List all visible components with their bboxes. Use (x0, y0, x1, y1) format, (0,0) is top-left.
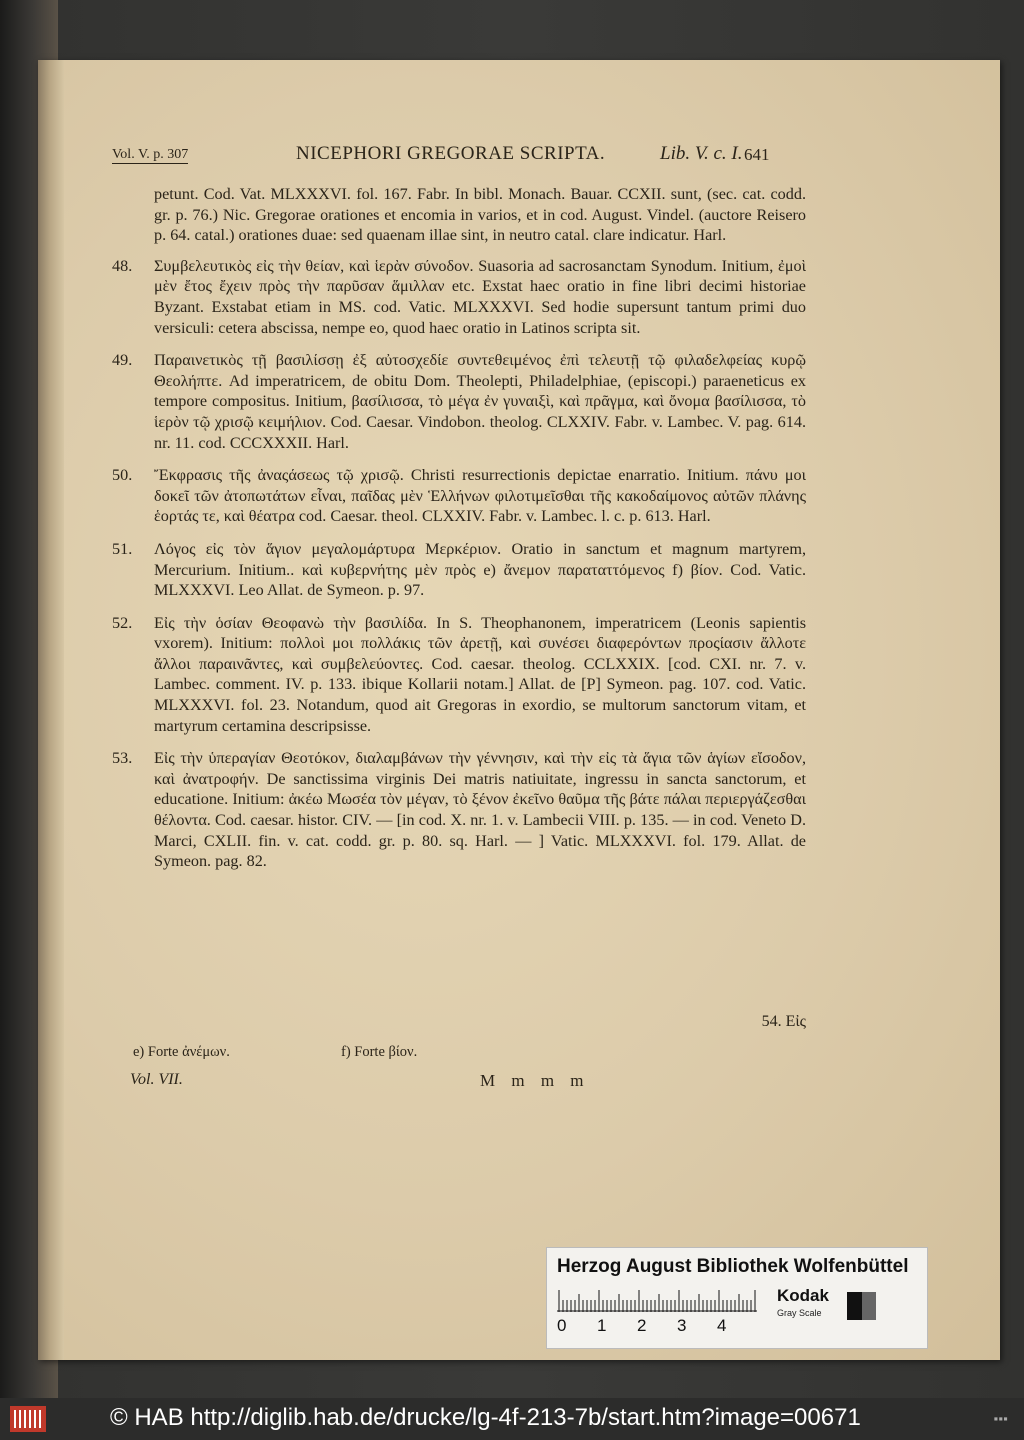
entry-number: 48. (112, 256, 133, 275)
running-header (112, 143, 812, 173)
scale-number: 0 (557, 1316, 567, 1335)
entry-text: Εἰς τὴν ὑπεραγίαν Θεοτόκον, διαλαμβάνων τὴν γέννησιν, καὶ τὴν εἰς τὰ ἅγια τῶν ἁγίων εἴσοδον, καὶ ἀνατροφήν. De sanctissima virginis Dei matris natiuitate, ingressu in sancta sanctorum, et educatione. Initium: ἀκέω Μωσέα τὸν μέγαν, τὸ ξένον ἐκεῖνο θαῦμα τῆς βάτε πάλαι περιεργάζεσθαι θέλοντα. Cod. caesar. histor. CIV. — [in cod. X. nr. 1. v. Lambecii VIII. p. 135. — in cod. Veneto D. Marci, CXLII. fin. v. cat. codd. gr. p. 80. sq. Harl. — ] Vatic. MLXXXVI. fol. 179. Allat. de Symeon. pag. 82. (154, 749, 806, 871)
intro-text: petunt. Cod. Vat. MLXXXVI. fol. 167. Fabr. In bibl. Monach. Bauar. CCXII. sunt, (sec. cat. codd. gr. p. 76.) Nic. Gregorae orationes et encomia in varios, et in cod. August. Vindel. (auctore Reisero p. 64. catal.) orationes duae: sed quaenam illae sint, in neutro catal. clare indicatur. Harl. (154, 185, 806, 245)
page-number: 641 (744, 145, 770, 164)
scale-number: 1 (597, 1316, 607, 1335)
swatch-black (847, 1292, 862, 1320)
scale-number: 3 (677, 1316, 687, 1335)
kodak-brand: Kodak (777, 1286, 829, 1305)
signature-volume: Vol. VII. (130, 1071, 183, 1088)
catalog-entry (112, 613, 806, 737)
header-book-ref: Lib. V. c. I. (660, 143, 743, 164)
scale-number: 4 (717, 1316, 727, 1335)
catalog-entry (112, 748, 806, 872)
entry-number: 51. (112, 539, 133, 558)
entry-text: Συμβελευτικὸς εἰς τὴν θείαν, καὶ ἱερὰν σύνοδον. Suasoria ad sacrosanctam Synodum. Initium, ἐμοὶ μὲν ἔτος ἔχειν πρὸς τὴν παρῦσαν ἅμιλλαν etc. Exstat haec oratio in fine libri decimi historiae Byzant. Exstabat etiam in MS. cod. Vatic. MLXXXVI. Sed hodie supersunt tantum primi duo versiculi: cetera abscissa, nempe eo, quod haec oratio in Latinos scripta sit. (154, 256, 806, 337)
hab-logo-icon[interactable] (10, 1406, 46, 1432)
footnote-f: f) Forte βίον. (341, 1044, 418, 1060)
entry-text: Παραινετικὸς τῇ βασιλίσσῃ ἐξ αὐτοσχεδίε συντεθειμένος ἐπὶ τελευτῇ τῷ φιλαδελφείας κυρῷ Θεολήπτε. Ad imperatricem, de obitu Dom. Theolepti, Philadelphiae, (episcopi.) paraeneticus ex tempore compositus. Initium, βασίλισσα, τὸ μέγα ἐν γυναιξὶ, καὶ πρᾶγμα, καὶ ὄνομα βασίλισσα, τὸ ἱερὸν τῷ χρισῷ κειμήλιον. Cod. Caesar. Vindobon. theolog. CLXXIV. Fabr. v. Lambec. V. pag. 614. nr. 11. cod. CCCXXXII. Harl. (154, 351, 806, 452)
signature-mark: M m m m (480, 1071, 590, 1090)
entry-number: 49. (112, 351, 133, 370)
entry-number: 50. (112, 466, 133, 485)
gray-scale-label: Gray Scale (777, 1308, 822, 1318)
archive-label (546, 1247, 928, 1349)
entry-text: Εἰς τὴν ὁσίαν Θεοφανὼ τὴν βασιλίδα. In S. Theophanonem, imperatricem (Leonis sapientis vxorem). Initium: πολλοὶ μοι πολλάκις τῶν ἀρετῇ, καὶ συνέσει διαφερόντων προςίασιν ἄλλοτε ἄλλοι παραινᾶντες, καὶ συμβελεύοντες. Cod. caesar. theolog. CCLXXIX. [cod. CXI. nr. 7. v. Lambec. comment. IV. p. 133. ibique Kollarii notam.] Allat. de [P] Symeon. pag. 107. cod. Vatic. MLXXXVI. fol. 23. Notandum, quod ait Gregoras in exordio, se multorum sanctorum vitam, et martyrum certamina descripsisse. (154, 613, 806, 735)
page-gutter (38, 60, 64, 1360)
swatch-gray (862, 1292, 877, 1320)
catalog-entry (112, 539, 806, 601)
scale-number: 2 (637, 1316, 647, 1335)
library-name: Herzog August Bibliothek Wolfenbüttel (557, 1256, 909, 1277)
catalog-entry (112, 350, 806, 453)
entry-number: 52. (112, 613, 133, 632)
entry-number: 53. (112, 749, 133, 768)
catchword: 54. Εἰς (761, 1013, 806, 1030)
gray-swatches (847, 1292, 891, 1320)
swatch-white (876, 1292, 891, 1320)
footer-credit-link[interactable]: © HAB http://diglib.hab.de/drucke/lg-4f-213-7b/start.htm?image=00671 (110, 1404, 861, 1431)
intro-paragraph (112, 184, 806, 246)
page-body (112, 184, 806, 1030)
entry-text: Ἔκφρασις τῆς ἀναςάσεως τῷ χρισῷ. Christi resurrectionis depictae enarratio. Initium. πάνυ μοι δοκεῖ τῶν ἀτοπωτάτων εἶναι, παῖδας μὲν Ἑλλήνων φιλοτιμεῖσθαι τῆς κακοδαίμονος αὐτῶν πλάνης ἑορτάς τε, καὶ θέατρα cod. Caesar. theol. CLXXIV. Fabr. v. Lambec. l. c. p. 613. Harl. (154, 466, 806, 526)
footer-bar (0, 1398, 1024, 1440)
ruler-scale-icon (557, 1290, 757, 1312)
footnote-e: e) Forte ἀνέμων. (133, 1044, 230, 1060)
footer-mini-icon: ▪▪▪ (993, 1414, 1008, 1423)
catalog-entry (112, 256, 806, 338)
catalog-entry (112, 465, 806, 527)
header-volume-ref: Vol. V. p. 307 (112, 147, 189, 162)
entry-text: Λόγος εἰς τὸν ἅγιον μεγαλομάρτυρα Μερκέριον. Oratio in sanctum et magnum martyrem, Mercurium. Initium.. καὶ κυβερνήτης μὲν πρὸς e) ἄνεμον παραταττόμενος f) βίον. Cod. Vatic. MLXXXVI. Leo Allat. de Symeon. p. 97. (154, 539, 806, 600)
header-title: NICEPHORI GREGORAE SCRIPTA. (296, 143, 606, 164)
